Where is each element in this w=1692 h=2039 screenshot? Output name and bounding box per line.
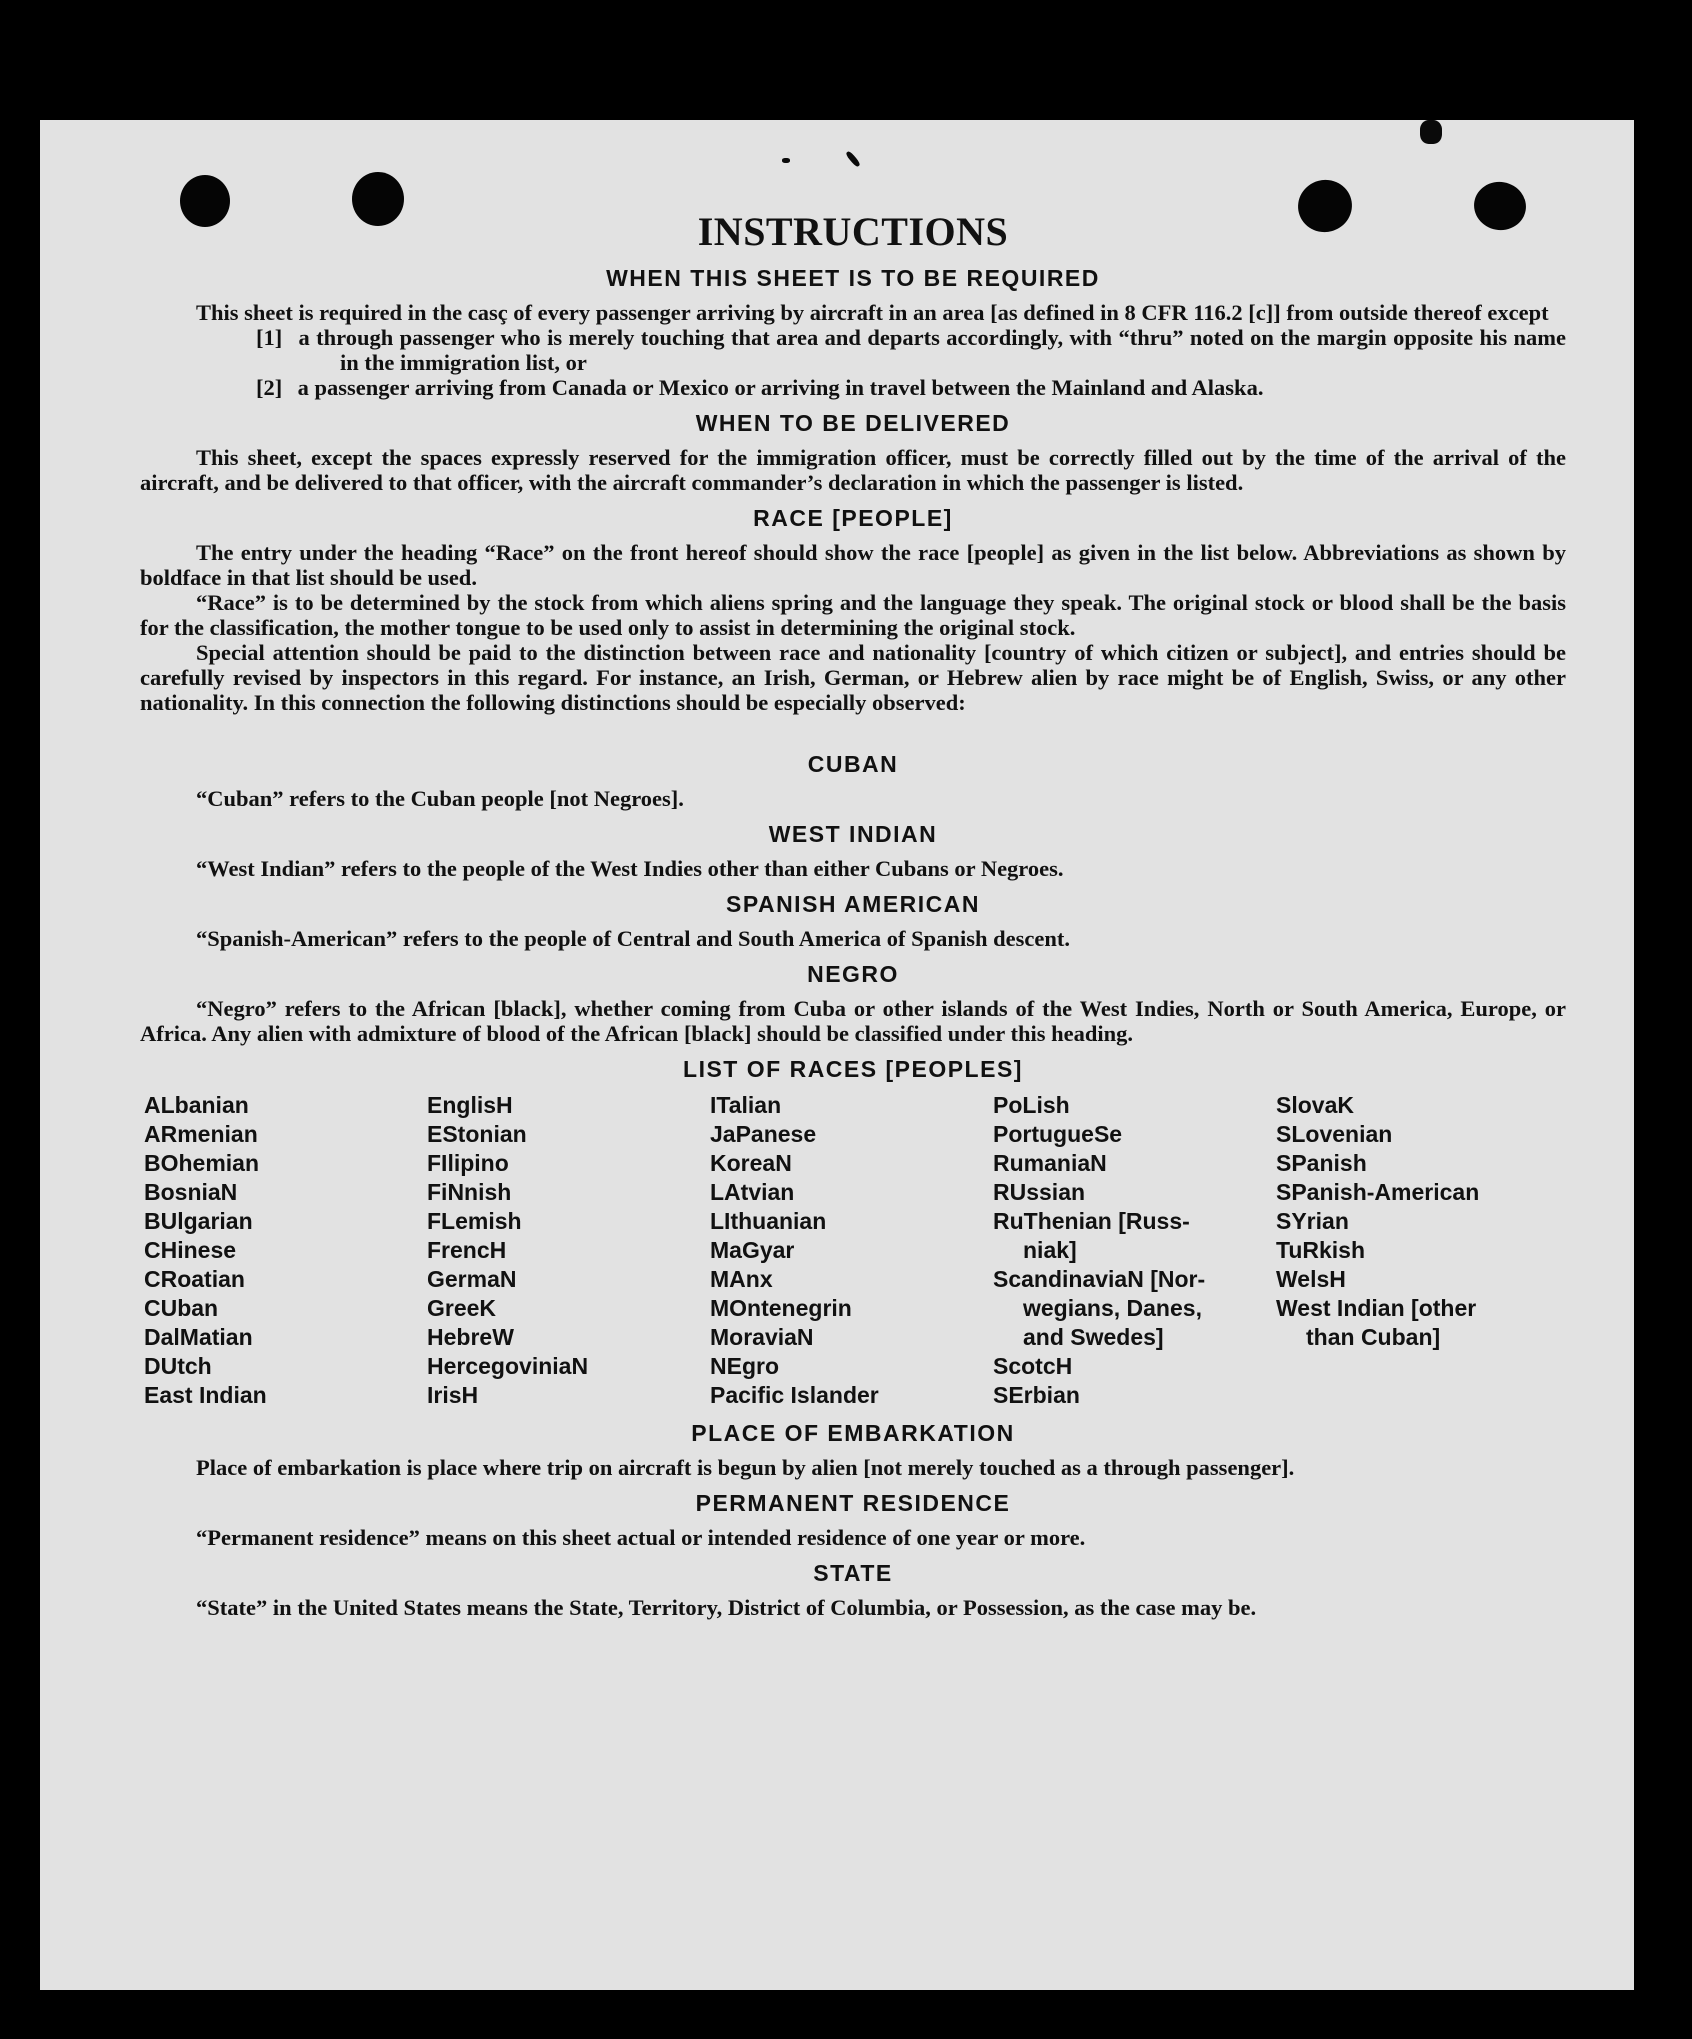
race-paragraph-3: Special attention should be paid to the distinction between race and nationality [country of which citizen or subject], and entries should be carefully revised by inspectors in this regard. For instance, an Irish, German, or Hebrew alien by race might be of English, Swiss, or any other nationality. In this connection the following distinctions should be especially observed: xyxy=(140,640,1566,715)
races-column-2 xyxy=(427,1091,710,1410)
race-entry: SLovenian xyxy=(1276,1121,1393,1147)
race-entry: BosniaN xyxy=(144,1179,238,1205)
item-text: a through passenger who is merely touching that area and departs accordingly, with “thru” noted on the margin opposite his name in the immigration list, or xyxy=(298,325,1567,375)
race-entry: CUban xyxy=(144,1295,219,1321)
race-entry: PortugueSe xyxy=(993,1121,1123,1147)
section-heading-list-of-races: LIST OF RACES [PEOPLES] xyxy=(683,1056,1023,1082)
item-text: a passenger arriving from Canada or Mexico or arriving in travel between the Mainland and Alaska. xyxy=(297,375,1264,400)
ink-speck xyxy=(845,150,861,168)
race-entry: FrencH xyxy=(427,1237,507,1263)
race-entry: KoreaN xyxy=(710,1150,792,1176)
race-entry: EStonian xyxy=(427,1121,527,1147)
race-paragraph-1: The entry under the heading “Race” on the front hereof should show the race [people] as given in the list below. Abbreviations as shown by boldface in that list should be used. xyxy=(140,540,1566,590)
section-heading-cuban: CUBAN xyxy=(807,751,899,777)
race-entry: FIlipino xyxy=(427,1150,509,1176)
page-title: INSTRUCTIONS xyxy=(697,209,1009,254)
races-column-5 xyxy=(1276,1091,1559,1410)
required-intro: This sheet is required in the casç of every passenger arriving by aircraft in an area [as defined in 8 CFR 116.2 [c]] from outside thereof except xyxy=(196,300,1549,325)
race-entry: SPanish xyxy=(1276,1150,1367,1176)
race-entry: EnglisH xyxy=(427,1092,513,1118)
section-heading-west-indian: WEST INDIAN xyxy=(768,821,938,847)
item-number: [2] xyxy=(256,375,283,400)
ink-speck xyxy=(1420,120,1442,144)
race-entry: ARmenian xyxy=(144,1121,258,1147)
race-entry: SYrian xyxy=(1276,1208,1349,1234)
race-entry: TuRkish xyxy=(1276,1237,1366,1263)
race-entry: RumaniaN xyxy=(993,1150,1107,1176)
document-sheet xyxy=(40,120,1634,1990)
race-entry-continued: than Cuban] xyxy=(1306,1324,1441,1350)
race-entry: BOhemian xyxy=(144,1150,260,1176)
race-entry: MOntenegrin xyxy=(710,1295,852,1321)
race-entry: HercegoviniaN xyxy=(427,1353,589,1379)
race-entry: FLemish xyxy=(427,1208,522,1234)
race-entry: East Indian xyxy=(144,1382,267,1408)
race-entry: ScotcH xyxy=(993,1353,1073,1379)
race-entry: CRoatian xyxy=(144,1266,245,1292)
state-text: “State” in the United States means the State, Territory, District of Columbia, or Possession, as the case may be. xyxy=(196,1595,1257,1620)
delivered-text: This sheet, except the spaces expressly reserved for the immigration officer, must be correctly filled out by the time of the arrival of the aircraft, and be delivered to that officer, with the aircraft commander’s declaration in which the passenger is listed. xyxy=(140,445,1566,495)
ink-speck xyxy=(782,158,790,163)
section-heading-delivered: WHEN TO BE DELIVERED xyxy=(695,410,1011,436)
race-entry: HebreW xyxy=(427,1324,514,1350)
section-heading-required: WHEN THIS SHEET IS TO BE REQUIRED xyxy=(606,265,1100,291)
race-entry: WelsH xyxy=(1276,1266,1346,1292)
race-entry: LAtvian xyxy=(710,1179,795,1205)
races-column-3 xyxy=(710,1091,993,1410)
race-entry: SlovaK xyxy=(1276,1092,1354,1118)
race-entry: CHinese xyxy=(144,1237,237,1263)
item-number: [1] xyxy=(256,325,283,350)
race-entry: MoraviaN xyxy=(710,1324,814,1350)
section-heading-residence: PERMANENT RESIDENCE xyxy=(695,1490,1011,1516)
negro-text: “Negro” refers to the African [black], whether coming from Cuba or other islands of the West Indies, North or South America, Europe, or Africa. Any alien with admixture of blood of the African [black] should be classified under this heading. xyxy=(140,996,1566,1046)
race-entry: GreeK xyxy=(427,1295,497,1321)
race-entry: ITalian xyxy=(710,1092,782,1118)
west-indian-text: “West Indian” refers to the people of the West Indies other than either Cubans or Negroes. xyxy=(196,856,1064,881)
race-entry-continued: and Swedes] xyxy=(1023,1324,1164,1350)
required-item-2 xyxy=(140,375,1566,400)
race-entry: NEgro xyxy=(710,1353,779,1379)
section-heading-race: RACE [PEOPLE] xyxy=(753,505,953,531)
section-heading-embarkation: PLACE OF EMBARKATION xyxy=(691,1420,1015,1446)
race-entry: SErbian xyxy=(993,1382,1080,1408)
races-column-1 xyxy=(144,1091,427,1410)
race-entry: GermaN xyxy=(427,1266,517,1292)
race-entry-continued: niak] xyxy=(1023,1237,1077,1263)
race-entry: FiNnish xyxy=(427,1179,512,1205)
race-entry: RuThenian [Russ- xyxy=(993,1208,1190,1234)
section-heading-spanish-american: SPANISH AMERICAN xyxy=(725,891,980,917)
race-entry: JaPanese xyxy=(710,1121,817,1147)
section-heading-negro: NEGRO xyxy=(807,961,899,987)
races-list xyxy=(144,1091,1566,1410)
race-entry: ALbanian xyxy=(144,1092,249,1118)
race-entry: DalMatian xyxy=(144,1324,253,1350)
race-entry: IrisH xyxy=(427,1382,479,1408)
embarkation-text: Place of embarkation is place where trip on aircraft is begun by alien [not merely touched as a through passenger]. xyxy=(196,1455,1295,1480)
race-entry: RUssian xyxy=(993,1179,1086,1205)
race-entry: MAnx xyxy=(710,1266,773,1292)
race-entry: Pacific Islander xyxy=(710,1382,879,1408)
race-entry: DUtch xyxy=(144,1353,212,1379)
race-entry: West Indian [other xyxy=(1276,1295,1477,1321)
race-entry: SPanish-American xyxy=(1276,1179,1480,1205)
section-heading-state: STATE xyxy=(813,1560,893,1586)
race-entry: PoLish xyxy=(993,1092,1070,1118)
instructions-content xyxy=(140,208,1566,1620)
cuban-text: “Cuban” refers to the Cuban people [not Negroes]. xyxy=(196,786,684,811)
race-entry: MaGyar xyxy=(710,1237,795,1263)
race-entry-continued: wegians, Danes, xyxy=(1023,1295,1202,1321)
race-entry: ScandinaviaN [Nor- xyxy=(993,1266,1206,1292)
spanish-american-text: “Spanish-American” refers to the people of Central and South America of Spanish descent. xyxy=(196,926,1070,951)
races-column-4 xyxy=(993,1091,1276,1410)
race-entry: BUlgarian xyxy=(144,1208,253,1234)
residence-text: “Permanent residence” means on this sheet actual or intended residence of one year or more. xyxy=(196,1525,1086,1550)
race-paragraph-2: “Race” is to be determined by the stock from which aliens spring and the language they speak. The original stock or blood shall be the basis for the classification, the mother tongue to be used only to assist in determining the original stock. xyxy=(140,590,1566,640)
required-item-1 xyxy=(140,325,1566,375)
race-entry: LIthuanian xyxy=(710,1208,827,1234)
